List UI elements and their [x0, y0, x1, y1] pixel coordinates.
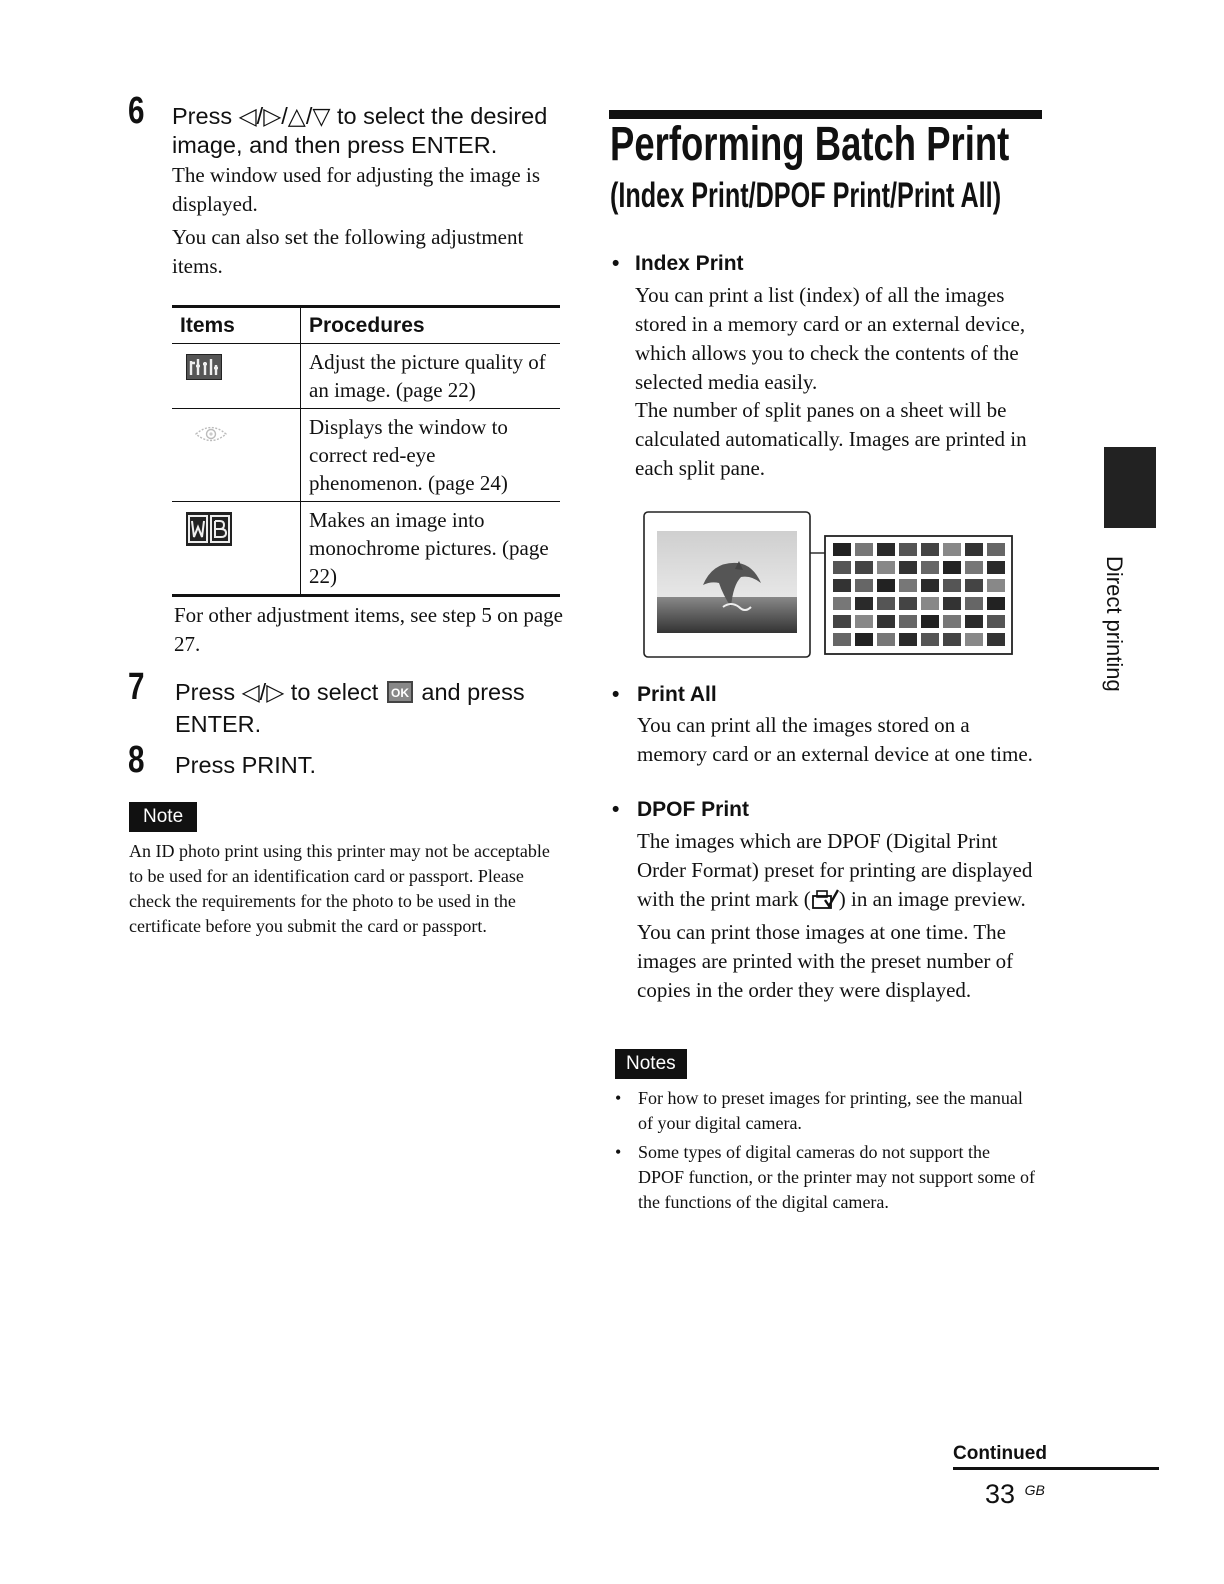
- dpof-print-heading: DPOF Print: [637, 798, 750, 821]
- note-text: An ID photo print using this printer may not be acceptable to be used for an identification card or passport. Please check the requirements for the photo to be used in the certificate before you submit the card or passport.: [129, 841, 550, 936]
- index-thumbnail: [877, 561, 895, 574]
- index-thumbnail: [921, 543, 939, 556]
- page-title-wrap: [610, 119, 1050, 175]
- index-thumbnail: [987, 615, 1005, 628]
- dpof-text-post: ) in an image preview. You can print those images at one time. The images are printed with the preset number of copies in the order they were displayed.: [637, 887, 1026, 1002]
- page-subtitle-wrap: [610, 177, 1050, 217]
- note-badge: [129, 802, 197, 832]
- step-7-number: 7: [128, 666, 145, 708]
- step-7-heading: [175, 678, 565, 739]
- index-thumbnail: [833, 543, 851, 556]
- table-row: [172, 409, 560, 502]
- side-tab-wrap: [1097, 556, 1127, 716]
- table-header-procedures: Procedures: [301, 307, 561, 344]
- dpof-text-pre: The images which are DPOF (Digital Print Order Format) preset for printing are displayed with the print mark (: [637, 829, 1033, 911]
- index-thumbnail: [987, 597, 1005, 610]
- index-thumbnail: [943, 579, 961, 592]
- table-row: [172, 502, 560, 596]
- table-header-row: [172, 307, 560, 344]
- step-6-number: 6: [128, 90, 145, 132]
- index-thumbnail: [987, 543, 1005, 556]
- index-thumbnail: [921, 633, 939, 646]
- index-thumbnail: [899, 615, 917, 628]
- footer-rule: [953, 1467, 1159, 1470]
- index-thumbnail: [943, 633, 961, 646]
- ok-icon: [387, 681, 413, 710]
- index-thumbnail: [877, 543, 895, 556]
- page-title: Performing Batch Print: [610, 118, 1010, 171]
- print-mark-icon: [811, 888, 839, 918]
- bullet-dot: •: [612, 798, 620, 821]
- side-tab-label: Direct printing: [1102, 556, 1127, 692]
- step-8-number: 8: [128, 739, 145, 781]
- index-thumbnail: [943, 597, 961, 610]
- index-thumbnail: [965, 561, 983, 574]
- index-thumbnail: [987, 579, 1005, 592]
- index-thumbnail: [987, 633, 1005, 646]
- index-thumbnail: [833, 579, 851, 592]
- print-all-text: You can print all the images stored on a memory card or an external device at one time.: [637, 713, 1033, 766]
- notes-badge: [615, 1049, 687, 1079]
- index-thumbnail: [877, 615, 895, 628]
- index-thumbnail: [877, 597, 895, 610]
- index-thumbnail: [855, 543, 873, 556]
- index-thumbnail: [943, 615, 961, 628]
- continued-label: Continued: [953, 1443, 1047, 1464]
- index-thumbnail: [921, 615, 939, 628]
- procedure-cell: Displays the window to correct red-eye phenomenon. (page 24): [301, 409, 561, 502]
- notes-item: For how to preset images for printing, see the manual of your digital camera.: [638, 1088, 1023, 1133]
- section-tab-marker: [1104, 447, 1156, 528]
- index-thumbnail: [855, 615, 873, 628]
- page-number: [985, 1474, 1045, 1510]
- index-thumbnail: [965, 633, 983, 646]
- index-thumbnail: [833, 633, 851, 646]
- table-row: [172, 344, 560, 409]
- index-thumbnail: [855, 633, 873, 646]
- index-print-heading: Index Print: [635, 252, 744, 275]
- index-thumbnail: [965, 543, 983, 556]
- monochrome-icon: [186, 512, 232, 553]
- dpof-print-text: [637, 827, 1047, 1005]
- bullet-dot: •: [615, 1142, 622, 1162]
- index-print-text-2: The number of split panes on a sheet will be calculated automatically. Images are printed in each split pane.: [635, 398, 1027, 480]
- step-7-heading-post: and press ENTER.: [175, 679, 525, 737]
- step-6-heading: Press ◁/▷/△/▽ to select the desired image, and then press ENTER.: [172, 103, 548, 158]
- print-all-heading: Print All: [637, 683, 717, 706]
- index-thumbnail: [987, 561, 1005, 574]
- index-thumbnail: [921, 561, 939, 574]
- step-6-paragraph-1: The window used for adjusting the image is displayed.: [172, 163, 541, 216]
- svg-text:OK: OK: [390, 686, 409, 700]
- index-thumbnail: [943, 561, 961, 574]
- picture-quality-icon: [186, 354, 222, 387]
- bullet-dot: •: [612, 252, 620, 275]
- step-6-paragraph-2: You can also set the following adjustment items.: [172, 225, 524, 278]
- index-thumbnail: [833, 615, 851, 628]
- index-thumbnail: [855, 561, 873, 574]
- index-thumbnail: [855, 597, 873, 610]
- procedure-cell: Makes an image into monochrome pictures. (page 22): [301, 502, 561, 596]
- index-thumbnail: [965, 579, 983, 592]
- step-7-heading-pre: Press ◁/▷ to select: [175, 679, 379, 705]
- index-thumbnail: [899, 543, 917, 556]
- index-sheet: [825, 536, 1012, 654]
- red-eye-icon: [194, 423, 228, 452]
- page-number-suffix: GB: [1024, 1482, 1045, 1498]
- page-number-value: 33: [985, 1479, 1016, 1509]
- index-thumbnail: [899, 561, 917, 574]
- index-thumbnail: [877, 579, 895, 592]
- index-thumbnail: [877, 633, 895, 646]
- index-thumbnail: [965, 597, 983, 610]
- notes-badge-label: Notes: [615, 1049, 687, 1079]
- index-thumbnail: [899, 633, 917, 646]
- index-thumbnail: [965, 615, 983, 628]
- bullet-dot: •: [615, 1088, 622, 1108]
- index-thumbnail: [899, 597, 917, 610]
- index-thumbnail: [833, 561, 851, 574]
- index-print-illustration: [643, 511, 1015, 664]
- procedure-cell: Adjust the picture quality of an image. (page 22): [301, 344, 561, 409]
- index-thumbnail: [833, 597, 851, 610]
- page-subtitle: (Index Print/DPOF Print/Print All): [610, 176, 1002, 215]
- index-thumbnail: [899, 579, 917, 592]
- notes-item: Some types of digital cameras do not support the DPOF function, or the printer may not support some of the functions of the digital camera.: [638, 1142, 1035, 1212]
- index-thumbnail: [855, 579, 873, 592]
- note-badge-label: Note: [129, 802, 197, 832]
- index-thumbnail: [943, 543, 961, 556]
- index-thumbnail: [921, 597, 939, 610]
- table-header-items: Items: [180, 314, 235, 337]
- bullet-dot: •: [612, 683, 620, 706]
- step-8-heading: Press PRINT.: [175, 752, 317, 778]
- other-items-text: For other adjustment items, see step 5 on page 27.: [174, 603, 564, 656]
- index-print-text-1: You can print a list (index) of all the images stored in a memory card or an external device, which allows you to check the contents of the selected media easily.: [635, 283, 1026, 394]
- adjustment-items-table: [172, 305, 560, 597]
- index-thumbnail: [921, 579, 939, 592]
